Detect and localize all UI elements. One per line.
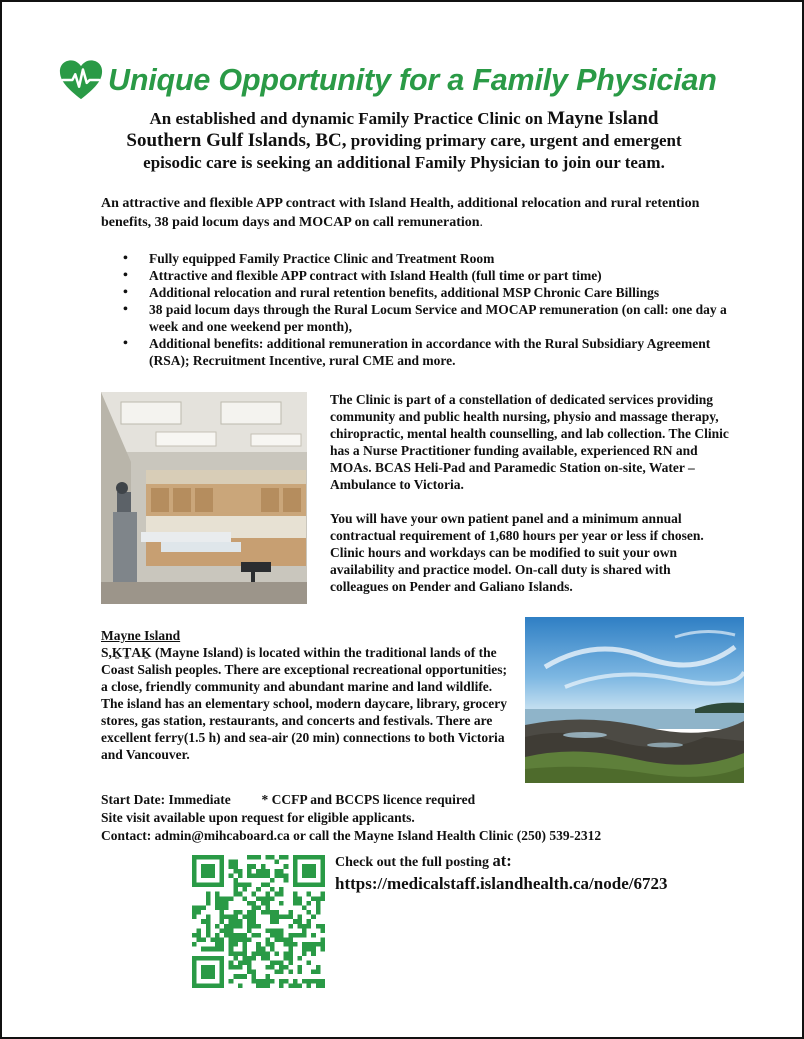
- benefit-item: • Additional benefits: additional remuneration in accordance with the Rural Subsidiary Agreement (RSA); Recruitment Incentive, rural CME and more.: [102, 335, 742, 369]
- licence-requirement: * CCFP and BCCPS licence required: [261, 792, 476, 807]
- posting-label: [335, 852, 755, 872]
- site-visit-note: Site visit available upon request for eligible applicants.: [101, 810, 415, 825]
- start-date-label: Start Date: [101, 792, 161, 807]
- benefit-item: • Attractive and flexible APP contract with Island Health (full time or part time): [102, 267, 742, 284]
- mayne-island-heading: Mayne Island: [101, 628, 181, 643]
- start-date-line: [101, 791, 741, 809]
- page-title: Unique Opportunity for a Family Physician: [108, 62, 717, 97]
- mayne-island-section: [101, 627, 511, 763]
- contract-period: .: [479, 215, 484, 230]
- benefit-item: • 38 paid locum days through the Rural Locum Service and MOCAP remuneration (on call: one day a week and one weekend per month),: [102, 301, 742, 335]
- intro-line1-text: An established and dynamic Family Practice Clinic on: [149, 109, 543, 128]
- posting-label-at: at:: [492, 851, 512, 870]
- patient-panel-paragraph: You will have your own patient panel and a minimum annual contractual requirement of 1,680 hours per year or less if chosen. Clinic hours and workdays can be modified to suit your own availability and practice model. On-call duty is shared with colleagues on Pender and Galiano Islands.: [330, 511, 704, 594]
- clinic-treatment-room-photo: [101, 392, 307, 604]
- heart-pulse-icon: [58, 58, 104, 102]
- posting-url-link[interactable]: https://medicalstaff.islandhealth.ca/node/6723: [335, 874, 668, 893]
- benefits-list: [102, 250, 742, 369]
- mayne-island-description: S,ḴṮAḴ (Mayne Island) is located within the traditional lands of the Coast Salish peoples. There are exceptional recreational opportunities; a close, friendly community and abundant marine and land wildlife. The island has an elementary school, modern daycare, library, grocery stores, gas station, restaurants, and concerts and festivals. There are excellent ferry(1.5 h) and sea-air (20 min) connections to both Victoria and Vancouver.: [101, 645, 507, 762]
- qr-code-icon[interactable]: [192, 855, 325, 988]
- intro-line3-text: episodic care is seeking an additional Family Physician to join our team.: [143, 153, 665, 172]
- contact-info: Contact: admin@mihcaboard.ca or call the Mayne Island Health Clinic (250) 539-2312: [101, 828, 602, 843]
- title-row: [58, 54, 758, 106]
- clinic-services-paragraph: The Clinic is part of a constellation of dedicated services providing community and public health nursing, physio and massage therapy, chiropractic, mental health counselling, and lab collection. The Clinic has a Nurse Practitioner funding available, experienced RN and MOAs. BCAS Heli-Pad and Paramedic Station on-site, Water – Ambulance to Victoria.: [330, 392, 729, 492]
- footer-information: [101, 791, 741, 845]
- intro-region-name: Southern Gulf Islands, BC,: [126, 130, 347, 151]
- contract-summary: [101, 194, 741, 232]
- full-posting-callout: [335, 852, 755, 895]
- posting-label-text: Check out the full posting: [335, 855, 490, 870]
- intro-line2-text: providing primary care, urgent and emergent: [350, 131, 682, 150]
- start-date-value: : Immediate: [160, 792, 231, 807]
- contract-text: An attractive and flexible APP contract with Island Health, additional relocation and rural retention benefits, 38 paid locum days and MOCAP on call remuneration: [101, 196, 700, 230]
- benefit-item: • Fully equipped Family Practice Clinic and Treatment Room: [102, 250, 742, 267]
- benefit-item: • Additional relocation and rural retention benefits, additional MSP Chronic Care Billings: [102, 284, 742, 301]
- clinic-description: [330, 391, 730, 595]
- coastline-photo: [525, 617, 744, 783]
- intro-statement: [42, 108, 766, 174]
- intro-location-name: Mayne Island: [547, 108, 659, 129]
